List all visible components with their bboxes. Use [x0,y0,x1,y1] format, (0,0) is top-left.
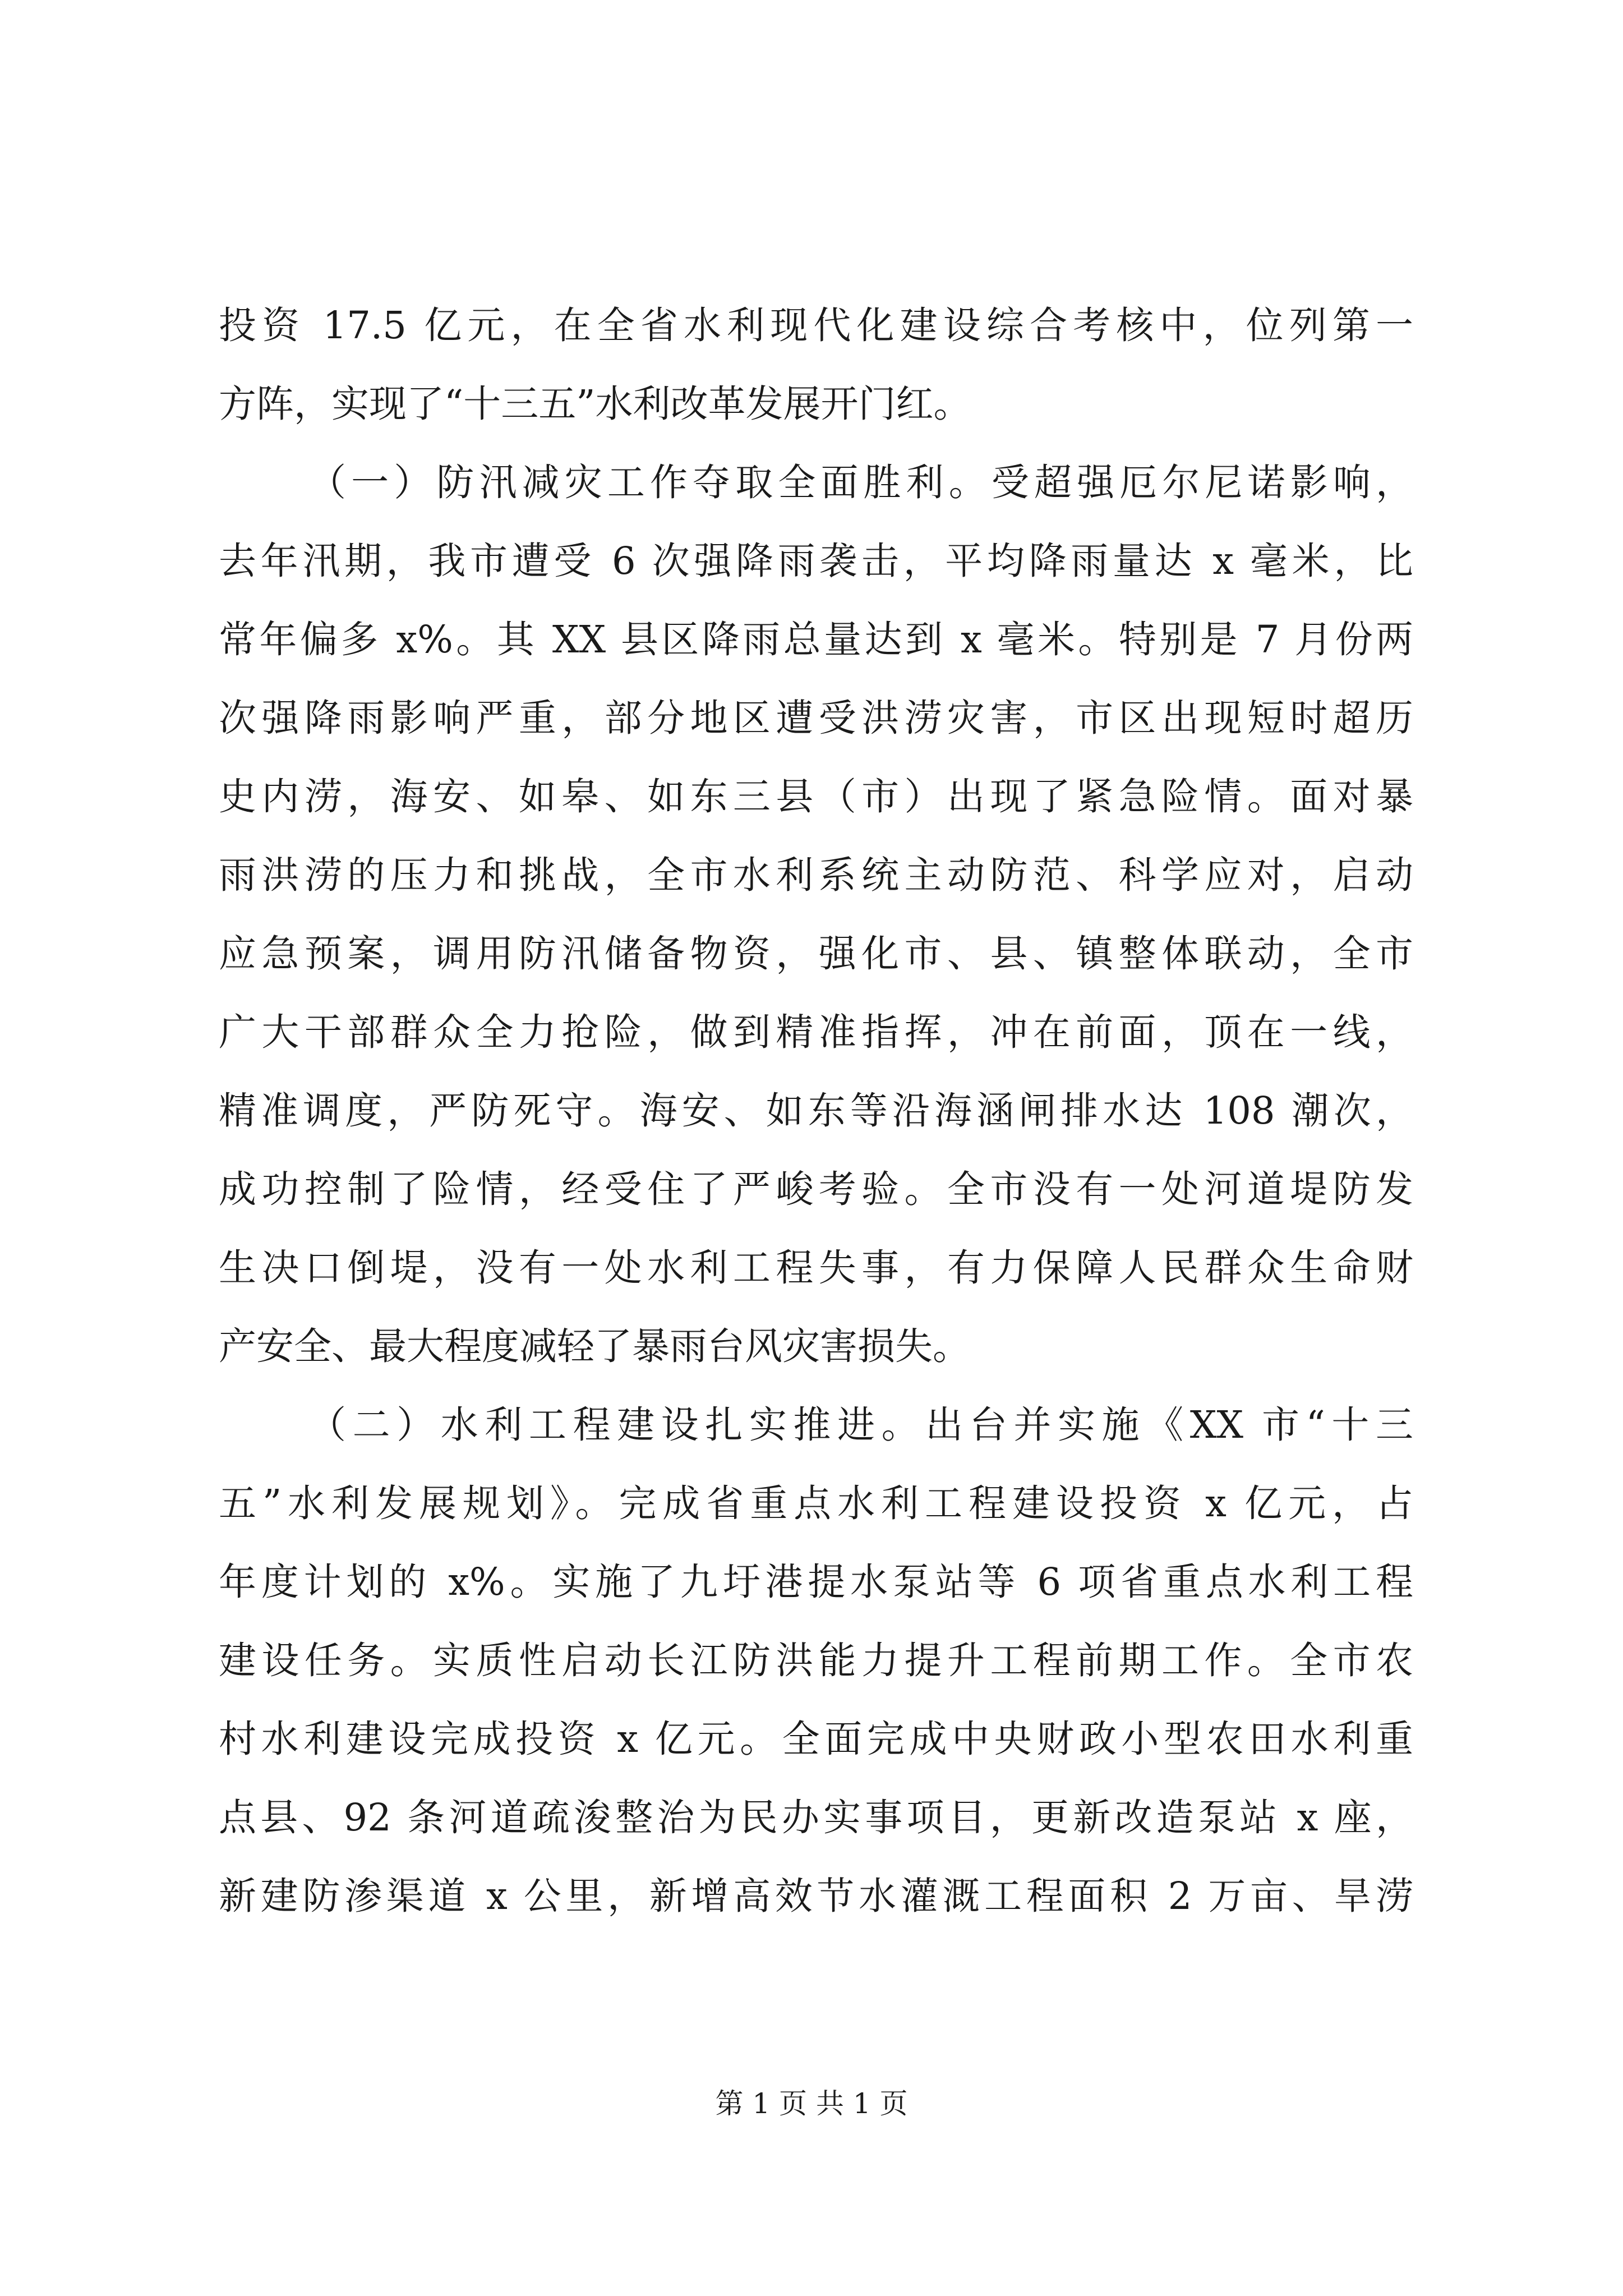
text-line-14: 产安全、最大程度减轻了暴雨台风灾害损失。 [219,1324,970,1368]
text-line-4: 去年汛期，我市遭受 6 次强降雨袭击，平均降雨量达 x 毫米，比 [219,539,1413,583]
text-line-12: 成功控制了险情，经受住了严峻考验。全市没有一处河道堤防发 [219,1167,1413,1211]
text-line-7: 史内涝，海安、如皋、如东三县（市）出现了紧急险情。面对暴 [219,775,1413,818]
text-line-6: 次强降雨影响严重，部分地区遭受洪涝灾害，市区出现短时超历 [219,696,1413,740]
text-line-3: （一）防汛减灾工作夺取全面胜利。受超强厄尔尼诺影响， [308,461,1413,504]
text-line-1: 投资 17.5 亿元，在全省水利现代化建设综合考核中，位列第一 [219,303,1413,347]
text-line-17: 年度计划的 x%。实施了九圩港提水泵站等 6 项省重点水利工程 [219,1560,1413,1604]
text-line-10: 广大干部群众全力抢险，做到精准指挥，冲在前面，顶在一线， [219,1010,1413,1054]
text-line-13: 生决口倒堤，没有一处水利工程失事，有力保障人民群众生命财 [219,1246,1413,1290]
text-line-9: 应急预案，调用防汛储备物资，强化市、县、镇整体联动，全市 [219,932,1413,976]
text-line-19: 村水利建设完成投资 x 亿元。全面完成中央财政小型农田水利重 [219,1717,1413,1761]
text-line-16: 五”水利发展规划》。完成省重点水利工程建设投资 x 亿元，占 [219,1481,1413,1525]
text-line-11: 精准调度，严防死守。海安、如东等沿海涵闸排水达 108 潮次， [219,1089,1413,1133]
text-line-5: 常年偏多 x%。其 XX 县区降雨总量达到 x 毫米。特别是 7 月份两 [219,618,1413,661]
page-footer: 第 1 页 共 1 页 [715,2087,908,2120]
text-line-20: 点县、92 条河道疏浚整治为民办实事项目，更新改造泵站 x 座， [219,1796,1413,1839]
text-line-15: （二）水利工程建设扎实推进。出台并实施《XX 市“十三 [308,1403,1413,1447]
text-line-8: 雨洪涝的压力和挑战，全市水利系统主动防范、科学应对，启动 [219,853,1413,897]
text-line-2: 方阵，实现了“十三五”水利改革发展开门红。 [219,382,971,426]
text-line-18: 建设任务。实质性启动长江防洪能力提升工程前期工作。全市农 [219,1639,1413,1682]
text-line-21: 新建防渗渠道 x 公里，新增高效节水灌溉工程面积 2 万亩、旱涝 [219,1874,1413,1918]
